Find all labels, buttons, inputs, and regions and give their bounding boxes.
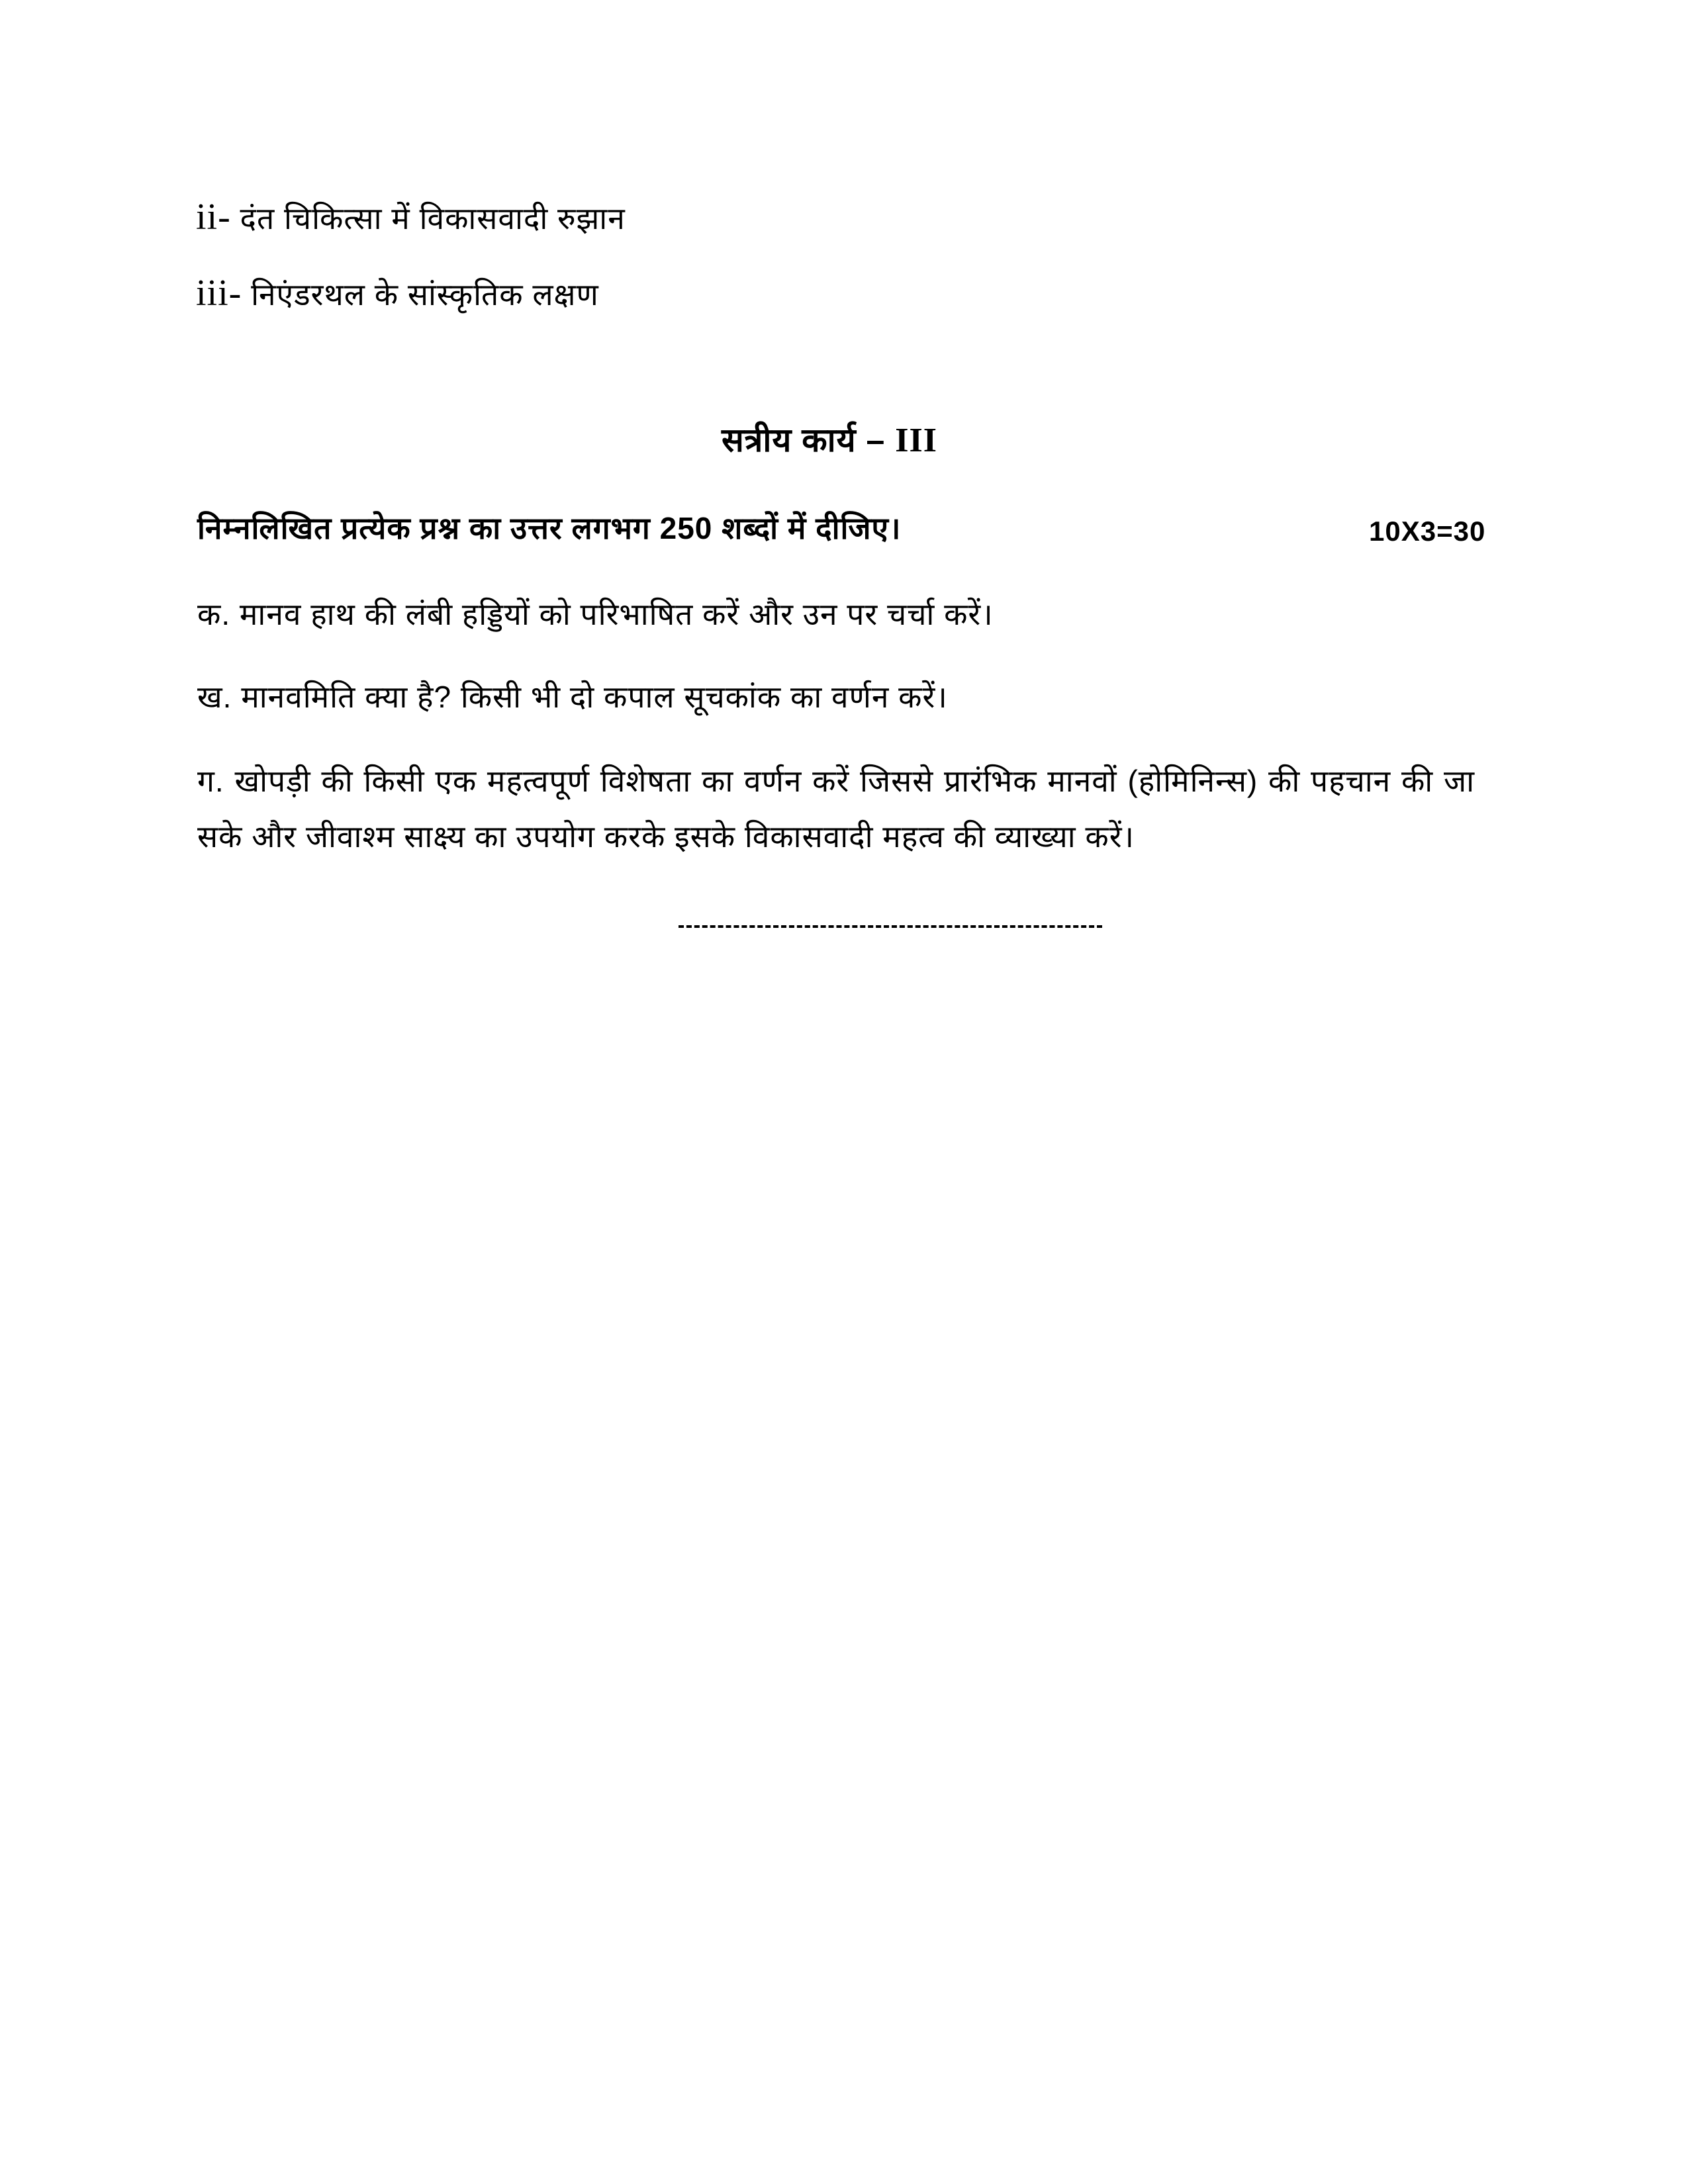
list-text: निएंडरथल के सांस्कृतिक लक्षण	[251, 277, 599, 312]
question-text: खोपड़ी की किसी एक महत्वपूर्ण विशेषता का वर्णन करें जिससे प्रारंभिक मानवों (होमिनिन्स) की पहचान की जा सके और जीवाश्म साक्ष्य का उपयोग करके इसके विकासवादी महत्व की व्याख्या करें।	[197, 764, 1476, 854]
question-label: क.	[197, 597, 231, 631]
section-heading	[722, 424, 937, 458]
question-ga	[197, 753, 1475, 864]
marks-label: 10X3=30	[1369, 516, 1486, 547]
section-number: III	[895, 422, 937, 459]
question-kha	[197, 682, 948, 712]
end-divider	[679, 925, 1102, 928]
list-item-ii	[196, 199, 626, 236]
instruction-text: निम्नलिखित प्रत्येक प्रश्न का उत्तर लगभग 250 शब्दों में दीजिए।	[197, 511, 902, 545]
question-text: मानवमिति क्या है? किसी भी दो कपाल सूचकांक का वर्णन करें।	[241, 680, 948, 714]
question-text: मानव हाथ की लंबी हड्डियों को परिभाषित करें और उन पर चर्चा करें।	[239, 597, 994, 631]
list-marker: ii-	[196, 197, 231, 238]
list-marker: iii-	[196, 273, 242, 314]
question-ka	[197, 599, 994, 629]
question-label: ख.	[197, 680, 232, 714]
list-item-iii	[196, 275, 599, 312]
list-text: दंत चिकित्सा में विकासवादी रुझान	[240, 201, 626, 236]
question-label: ग.	[197, 764, 224, 798]
section-title: सत्रीय कार्य	[722, 422, 857, 459]
section-dash: –	[866, 422, 886, 459]
